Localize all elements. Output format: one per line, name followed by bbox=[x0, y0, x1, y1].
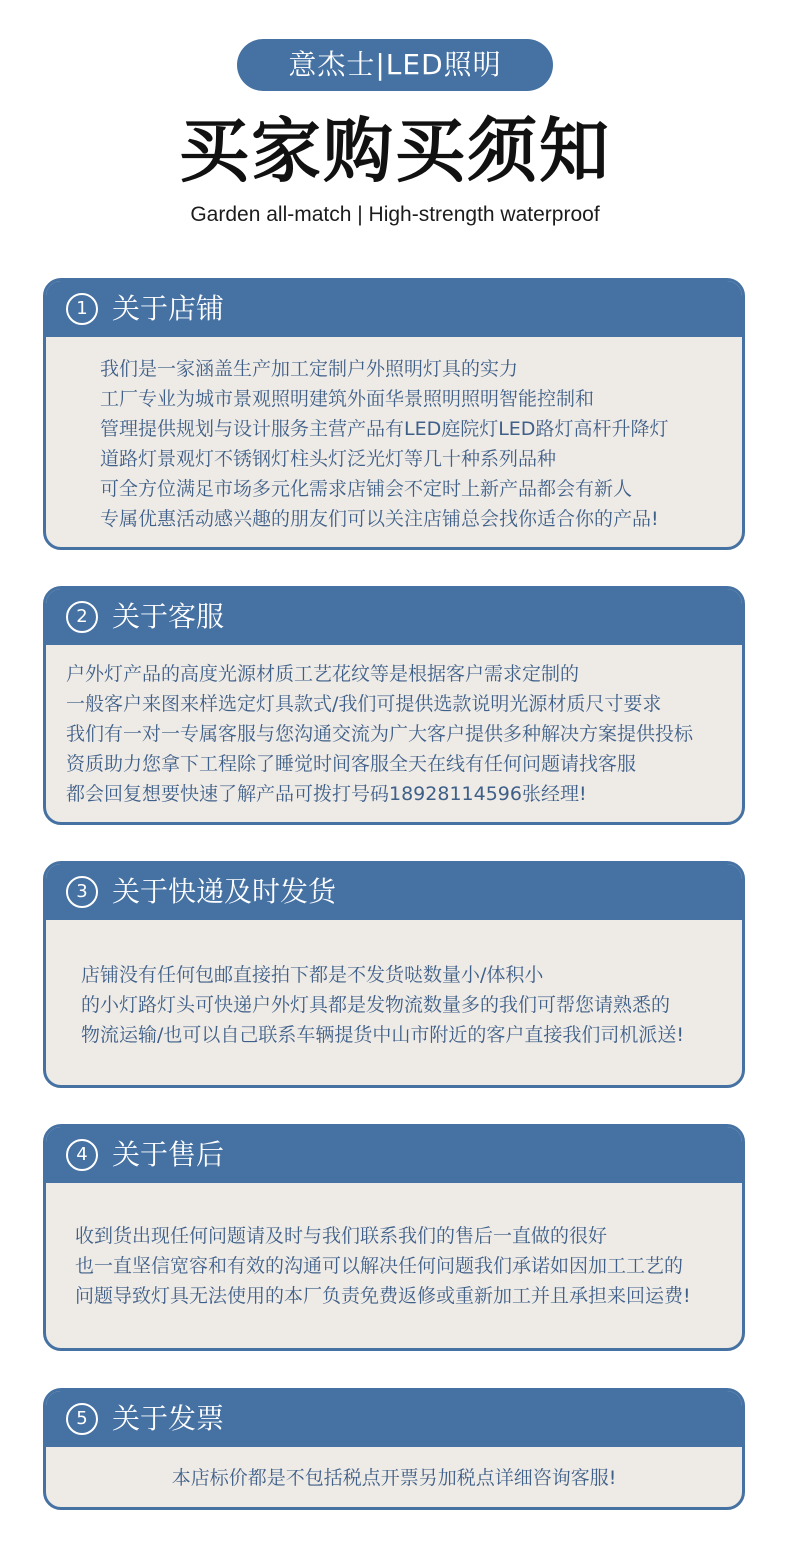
body-line: 都会回复想要快速了解产品可拨打号码18928114596张经理! bbox=[66, 783, 587, 805]
brand-pill: 意杰士|LED照明 bbox=[237, 39, 553, 91]
number-badge: 1 bbox=[66, 293, 98, 325]
body-line: 的小灯路灯头可快递户外灯具都是发物流数量多的我们可帮您请熟悉的 bbox=[81, 994, 671, 1016]
section-body bbox=[46, 1183, 742, 1311]
section-header bbox=[46, 281, 742, 337]
body-line: 资质助力您拿下工程除了睡觉时间客服全天在线有任何问题请找客服 bbox=[66, 753, 637, 775]
section-store bbox=[43, 278, 745, 550]
body-line: 道路灯景观灯不锈钢灯柱头灯泛光灯等几十种系列品种 bbox=[100, 448, 557, 470]
page-title: 买家购买须知 bbox=[179, 110, 611, 192]
section-header bbox=[46, 1127, 742, 1183]
page-subtitle: Garden all-match | High-strength waterproof bbox=[190, 203, 600, 226]
section-title: 关于快递及时发货 bbox=[112, 875, 337, 908]
body-line: 专属优惠活动感兴趣的朋友们可以关注店铺总会找你适合你的产品! bbox=[100, 508, 659, 530]
body-line: 物流运输/也可以自己联系车辆提货中山市附近的客户直接我们司机派送! bbox=[81, 1024, 685, 1046]
body-line: 可全方位满足市场多元化需求店铺会不定时上新产品都会有新人 bbox=[100, 478, 633, 500]
body-line: 本店标价都是不包括税点开票另加税点详细咨询客服! bbox=[171, 1467, 617, 1489]
body-line: 店铺没有任何包邮直接拍下都是不发货哒数量小/体积小 bbox=[81, 964, 544, 986]
section-shipping bbox=[43, 861, 745, 1088]
body-line: 收到货出现任何问题请及时与我们联系我们的售后一直做的很好 bbox=[75, 1225, 608, 1247]
section-body bbox=[46, 645, 742, 809]
section-header bbox=[46, 589, 742, 645]
body-line: 户外灯产品的高度光源材质工艺花纹等是根据客户需求定制的 bbox=[66, 663, 580, 685]
section-after-sales bbox=[43, 1124, 745, 1351]
number-badge: 3 bbox=[66, 876, 98, 908]
section-body bbox=[46, 337, 742, 534]
body-line: 一般客户来图来样选定灯具款式/我们可提供选款说明光源材质尺寸要求 bbox=[66, 693, 662, 715]
section-title: 关于店铺 bbox=[112, 292, 225, 325]
section-header bbox=[46, 864, 742, 920]
body-line: 工厂专业为城市景观照明建筑外面华景照明照明智能控制和 bbox=[100, 388, 595, 410]
section-header bbox=[46, 1391, 742, 1447]
body-line: 问题导致灯具无法使用的本厂负责免费返修或重新加工并且承担来回运费! bbox=[75, 1285, 691, 1307]
number-badge: 4 bbox=[66, 1139, 98, 1171]
section-invoice bbox=[43, 1388, 745, 1510]
number-badge: 2 bbox=[66, 601, 98, 633]
body-line: 我们有一对一专属客服与您沟通交流为广大客户提供多种解决方案提供投标 bbox=[66, 723, 694, 745]
body-line: 我们是一家涵盖生产加工定制户外照明灯具的实力 bbox=[100, 358, 519, 380]
section-title: 关于发票 bbox=[112, 1402, 225, 1435]
section-title: 关于售后 bbox=[112, 1138, 225, 1171]
body-line: 也一直坚信宽容和有效的沟通可以解决任何问题我们承诺如因加工工艺的 bbox=[75, 1255, 684, 1277]
number-badge: 5 bbox=[66, 1403, 98, 1435]
section-body bbox=[46, 920, 742, 1050]
body-line: 管理提供规划与设计服务主营产品有LED庭院灯LED路灯高杆升降灯 bbox=[100, 418, 669, 440]
section-body bbox=[46, 1447, 742, 1493]
section-title: 关于客服 bbox=[112, 600, 225, 633]
section-customer-service bbox=[43, 586, 745, 825]
